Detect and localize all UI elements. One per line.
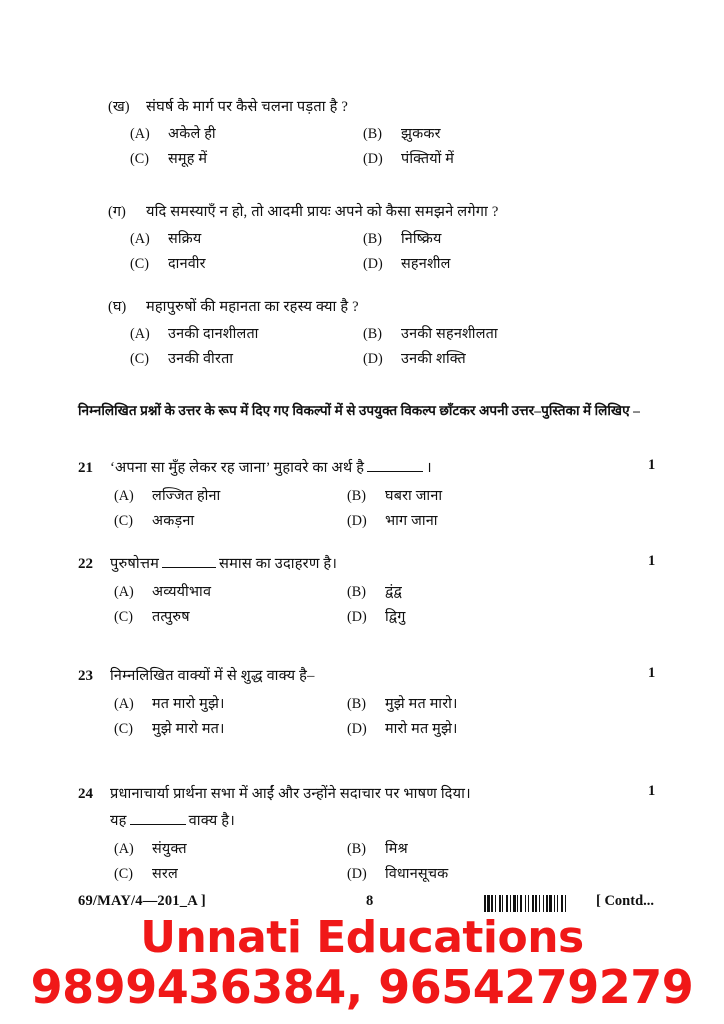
- option-a-label: अकेले ही: [168, 126, 216, 142]
- sub-question-kha-text: संघर्ष के मार्ग पर कैसे चलना पड़ता है ?: [146, 99, 349, 115]
- option-d-label: पंक्तियों में: [401, 151, 455, 167]
- footer-contd-label: [ Contd...: [596, 893, 655, 909]
- option-a[interactable]: [114, 694, 347, 713]
- sub-question-ga: [0, 201, 724, 273]
- question-22-blank: [162, 556, 216, 568]
- question-22-options-row-1: [0, 582, 724, 601]
- option-a-key: (A): [130, 231, 150, 247]
- option-a-label: संयुक्त: [152, 841, 187, 857]
- option-a-key: (A): [114, 584, 134, 600]
- option-b-key: (B): [347, 584, 366, 600]
- option-c-key: (C): [114, 721, 133, 737]
- watermark-brand: Unnati Educations: [140, 912, 584, 963]
- option-d[interactable]: [347, 607, 597, 626]
- option-b[interactable]: [363, 124, 613, 143]
- option-c-key: (C): [114, 513, 133, 529]
- sub-question-ga-options-row-2: [0, 254, 724, 273]
- question-21: [0, 457, 724, 530]
- option-a[interactable]: [130, 124, 363, 143]
- question-24-text-line2: [110, 810, 235, 830]
- option-b-label: द्वंद्व: [385, 584, 402, 600]
- option-a-label: सक्रिय: [168, 231, 202, 247]
- option-c-label: दानवीर: [168, 256, 206, 272]
- sub-question-gha-text: महापुरुषों की महानता का रहस्य क्या है ?: [146, 299, 359, 315]
- question-22-text: [110, 553, 337, 573]
- instruction-paragraph: निम्नलिखित प्रश्नों के उत्तर के रूप में दिए गए विकल्पों में से उपयुक्त विकल्प छाँटकर अपनी उत्तर–पुस्तिका में लिखिए –: [78, 403, 640, 418]
- question-22-text-before: पुरुषोत्तम: [110, 556, 160, 572]
- question-22-number: 22: [78, 556, 93, 572]
- option-b-key: (B): [363, 326, 382, 342]
- barcode: [484, 895, 588, 912]
- question-21-marks: 1: [648, 457, 656, 473]
- option-d-key: (D): [347, 609, 367, 625]
- question-23: [0, 665, 724, 738]
- option-b-key: (B): [347, 696, 366, 712]
- option-c-key: (C): [114, 609, 133, 625]
- option-a-key: (A): [114, 841, 134, 857]
- question-23-stem: [0, 665, 724, 685]
- question-23-text: निम्नलिखित वाक्यों में से शुद्ध वाक्य है–: [110, 668, 315, 684]
- sub-question-kha-options-row-1: [0, 124, 724, 143]
- option-a[interactable]: [130, 324, 363, 343]
- option-b-label: मुझे मत मारो।: [385, 696, 458, 712]
- option-c[interactable]: [130, 149, 363, 168]
- sub-question-gha-stem: [0, 296, 724, 316]
- option-b[interactable]: [347, 694, 597, 713]
- option-d[interactable]: [363, 349, 613, 368]
- option-b-label: घबरा जाना: [385, 488, 443, 504]
- option-a-label: मत मारो मुझे।: [152, 696, 225, 712]
- option-d-label: द्विगु: [385, 609, 406, 625]
- question-24-number: 24: [78, 786, 93, 802]
- option-c[interactable]: [114, 607, 347, 626]
- option-d-key: (D): [347, 513, 367, 529]
- option-b[interactable]: [363, 229, 613, 248]
- option-c-label: मुझे मारो मत।: [152, 721, 225, 737]
- option-b-key: (B): [363, 126, 382, 142]
- option-c-key: (C): [130, 351, 149, 367]
- sub-question-ga-label: (ग): [108, 204, 126, 220]
- question-21-number: 21: [78, 460, 93, 476]
- question-21-text-before: ‘अपना सा मुँह लेकर रह जाना’ मुहावरे का अर्थ है: [110, 460, 365, 476]
- question-24-line2-before: यह: [110, 813, 127, 829]
- option-c-label: तत्पुरुष: [152, 609, 190, 625]
- question-21-blank: [367, 460, 423, 472]
- option-a[interactable]: [114, 839, 347, 858]
- question-23-options-row-1: [0, 694, 724, 713]
- option-d-key: (D): [347, 866, 367, 882]
- option-c[interactable]: [130, 349, 363, 368]
- question-23-options-row-2: [0, 719, 724, 738]
- question-23-number: 23: [78, 668, 93, 684]
- option-a-key: (A): [114, 488, 134, 504]
- sub-question-gha: [0, 296, 724, 368]
- option-b-key: (B): [347, 841, 366, 857]
- question-22-stem: [0, 553, 724, 573]
- option-d[interactable]: [347, 511, 597, 530]
- question-23-marks: 1: [648, 665, 656, 681]
- option-b-label: झुककर: [401, 126, 441, 142]
- option-c-key: (C): [130, 151, 149, 167]
- option-d-label: विधानसूचक: [385, 866, 449, 882]
- option-d-label: उनकी शक्ति: [401, 351, 466, 367]
- question-22: [0, 553, 724, 626]
- option-c-label: सरल: [152, 866, 178, 882]
- footer-page-number: 8: [366, 893, 374, 909]
- sub-question-ga-text: यदि समस्याएँ न हो, तो आदमी प्रायः अपने को कैसा समझने लगेगा ?: [146, 204, 499, 220]
- question-22-options-row-2: [0, 607, 724, 626]
- question-24-options-row-1: [0, 839, 724, 858]
- question-24-line2-after: वाक्य है।: [188, 813, 235, 829]
- question-24-blank: [130, 813, 186, 825]
- sub-question-kha: [0, 96, 724, 168]
- question-24: [0, 783, 724, 883]
- option-a-key: (A): [114, 696, 134, 712]
- option-b-key: (B): [347, 488, 366, 504]
- option-a-label: अव्ययीभाव: [152, 584, 212, 600]
- question-21-stem: [0, 457, 724, 477]
- sub-question-gha-options-row-1: [0, 324, 724, 343]
- option-b[interactable]: [347, 582, 597, 601]
- option-a[interactable]: [114, 582, 347, 601]
- option-b-key: (B): [363, 231, 382, 247]
- watermark: [0, 912, 724, 1014]
- option-c[interactable]: [114, 511, 347, 530]
- question-24-marks: 1: [648, 783, 656, 799]
- option-b[interactable]: [347, 486, 597, 505]
- question-24-text: प्रधानाचार्या प्रार्थना सभा में आईं और उन्होंने सदाचार पर भाषण दिया।: [110, 786, 471, 802]
- question-24-stem: [0, 783, 724, 803]
- option-d-label: सहनशील: [401, 256, 451, 272]
- option-d-label: मारो मत मुझे।: [385, 721, 458, 737]
- option-d[interactable]: [363, 254, 613, 273]
- option-b[interactable]: [347, 839, 597, 858]
- watermark-phone: 9899436384, 9654279279: [30, 960, 694, 1014]
- option-d[interactable]: [347, 864, 597, 883]
- option-a-key: (A): [130, 126, 150, 142]
- question-21-options-row-1: [0, 486, 724, 505]
- option-a[interactable]: [114, 486, 347, 505]
- sub-question-gha-options-row-2: [0, 349, 724, 368]
- option-a[interactable]: [130, 229, 363, 248]
- option-a-label: लज्जित होना: [152, 488, 221, 504]
- option-c[interactable]: [130, 254, 363, 273]
- option-c-key: (C): [130, 256, 149, 272]
- question-24-options-row-2: [0, 864, 724, 883]
- question-21-options-row-2: [0, 511, 724, 530]
- option-c-key: (C): [114, 866, 133, 882]
- sub-question-ga-stem: [0, 201, 724, 221]
- sub-question-ga-options-row-1: [0, 229, 724, 248]
- option-c-label: अकड़ना: [152, 513, 195, 529]
- option-d-key: (D): [347, 721, 367, 737]
- option-b-label: निष्क्रिय: [401, 231, 442, 247]
- option-b-label: उनकी सहनशीलता: [401, 326, 498, 342]
- option-c-label: उनकी वीरता: [168, 351, 234, 367]
- option-d-label: भाग जाना: [385, 513, 438, 529]
- option-d-key: (D): [363, 351, 383, 367]
- question-22-text-after: समास का उदाहरण है।: [219, 556, 338, 572]
- footer-paper-code: 69/MAY/4—201_A ]: [78, 893, 206, 909]
- sub-question-kha-label: (ख): [108, 99, 130, 115]
- option-d[interactable]: [347, 719, 597, 738]
- option-b[interactable]: [363, 324, 613, 343]
- option-d[interactable]: [363, 149, 613, 168]
- option-d-key: (D): [363, 151, 383, 167]
- option-c[interactable]: [114, 719, 347, 738]
- option-d-key: (D): [363, 256, 383, 272]
- question-21-text: [110, 457, 432, 477]
- sub-question-gha-label: (घ): [108, 299, 127, 315]
- question-21-text-after: ।: [426, 460, 432, 476]
- option-c-label: समूह में: [168, 151, 208, 167]
- sub-question-kha-stem: [0, 96, 724, 116]
- question-24-stem-line2: [0, 810, 724, 830]
- option-a-key: (A): [130, 326, 150, 342]
- option-c[interactable]: [114, 864, 347, 883]
- option-b-label: मिश्र: [385, 841, 408, 857]
- question-22-marks: 1: [648, 553, 656, 569]
- option-a-label: उनकी दानशीलता: [168, 326, 259, 342]
- sub-question-kha-options-row-2: [0, 149, 724, 168]
